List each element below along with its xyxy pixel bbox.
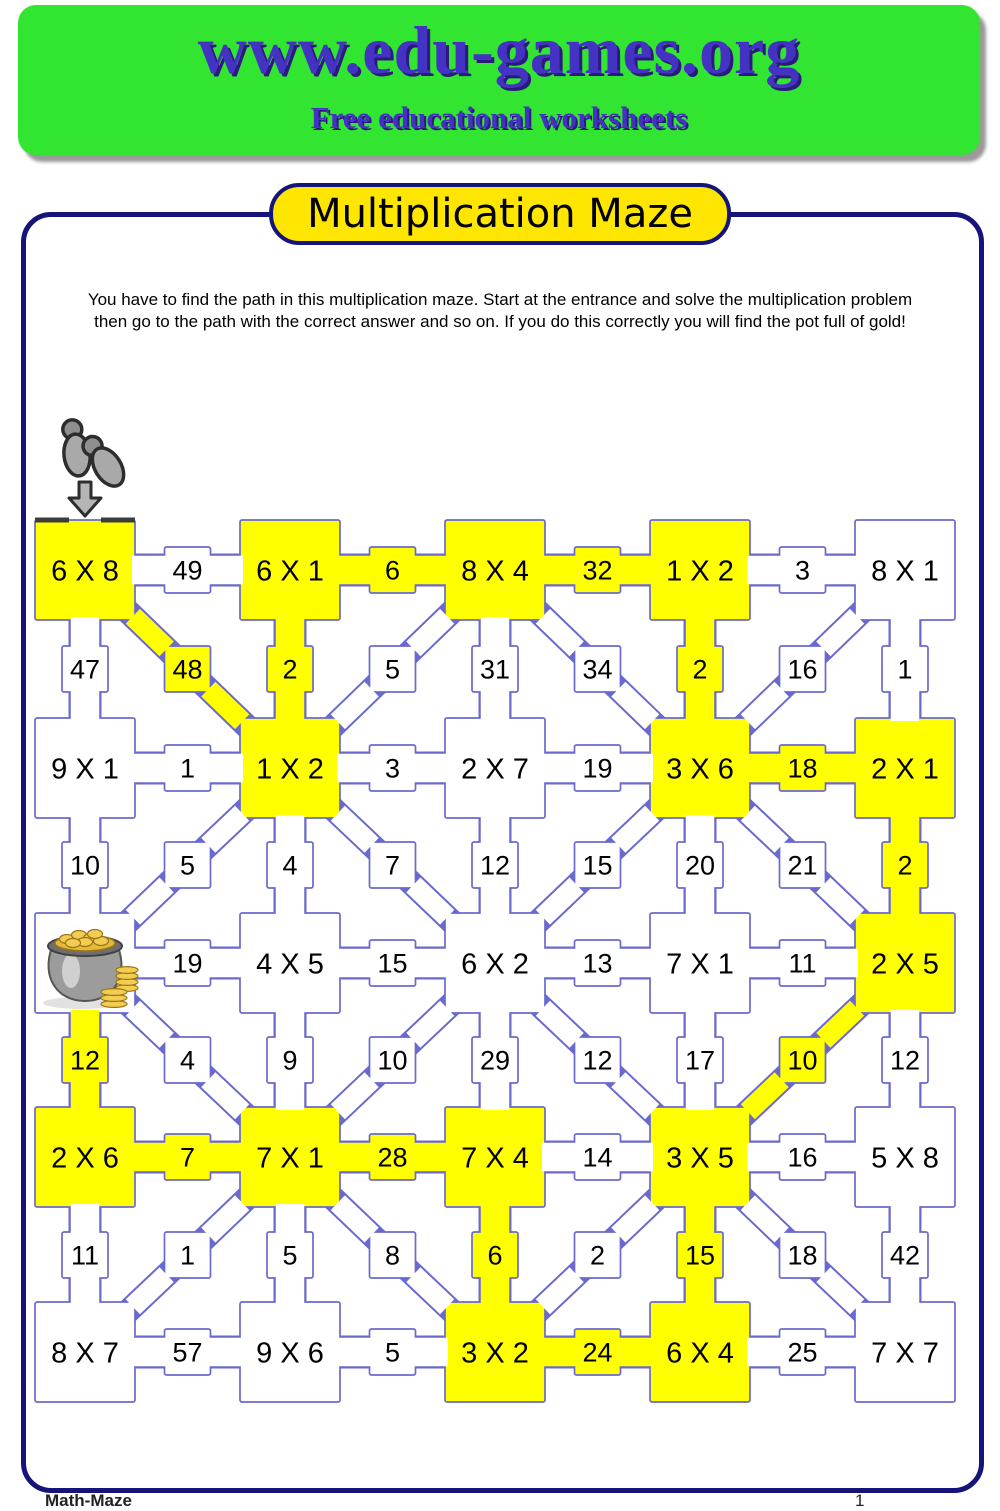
maze-value-7-7: 3 X 5 bbox=[666, 1142, 734, 1175]
maze-value-8-7: 15 bbox=[684, 1240, 716, 1271]
maze-value-7-6: 14 bbox=[582, 1142, 613, 1173]
maze-value-2-8: 16 bbox=[787, 654, 818, 685]
maze-value-4-9: 2 bbox=[897, 850, 913, 881]
maze-value-9-3: 9 X 6 bbox=[256, 1337, 324, 1370]
maze-value-2-4: 5 bbox=[384, 654, 401, 685]
instructions-line1: You have to find the path in this multiplication maze. Start at the entrance and solve the multiplication problem bbox=[87, 290, 913, 309]
maze-cell-labels bbox=[51, 555, 939, 1369]
maze-value-2-2: 48 bbox=[172, 654, 203, 685]
maze-value-8-2: 1 bbox=[179, 1240, 196, 1271]
maze-value-7-5: 7 X 4 bbox=[461, 1142, 529, 1175]
maze-value-5-4: 15 bbox=[377, 948, 408, 979]
footer-page-number: 1 bbox=[855, 1491, 865, 1510]
maze-value-9-9: 7 X 7 bbox=[871, 1337, 939, 1370]
maze-value-1-6: 32 bbox=[582, 555, 613, 586]
site-url: www.edu-games.org bbox=[197, 12, 801, 88]
maze-value-4-7: 20 bbox=[684, 850, 716, 881]
maze-value-8-8: 18 bbox=[787, 1240, 818, 1271]
maze-value-2-3: 2 bbox=[282, 654, 298, 685]
maze-value-4-1: 10 bbox=[69, 850, 101, 881]
maze-value-5-8: 11 bbox=[788, 948, 817, 979]
maze-value-6-4: 10 bbox=[377, 1045, 408, 1076]
maze-value-5-3: 4 X 5 bbox=[256, 948, 324, 981]
maze-value-9-4: 5 bbox=[384, 1337, 401, 1368]
maze-value-3-6: 19 bbox=[582, 753, 613, 784]
maze-value-5-5: 6 X 2 bbox=[461, 948, 529, 981]
maze-value-2-6: 34 bbox=[582, 654, 613, 685]
maze-value-2-9: 1 bbox=[897, 654, 913, 685]
maze-value-8-1: 11 bbox=[70, 1240, 100, 1271]
maze-value-3-4: 3 bbox=[384, 753, 401, 784]
maze-value-9-1: 8 X 7 bbox=[51, 1337, 119, 1370]
maze-value-8-3: 5 bbox=[282, 1240, 298, 1271]
footprints-icon bbox=[60, 418, 130, 491]
maze-value-8-4: 8 bbox=[384, 1240, 401, 1271]
maze-value-1-1: 6 X 8 bbox=[51, 555, 119, 588]
maze-value-1-5: 8 X 4 bbox=[461, 555, 529, 588]
maze-value-6-5: 29 bbox=[479, 1045, 511, 1076]
maze-value-6-1: 12 bbox=[69, 1045, 101, 1076]
maze-value-3-5: 2 X 7 bbox=[461, 753, 529, 786]
maze-value-3-3: 1 X 2 bbox=[256, 753, 324, 786]
maze-value-9-5: 3 X 2 bbox=[461, 1337, 529, 1370]
maze-value-4-3: 4 bbox=[282, 850, 298, 881]
maze-value-1-4: 6 bbox=[384, 555, 401, 586]
maze-value-3-8: 18 bbox=[787, 753, 818, 784]
maze-value-8-5: 6 bbox=[487, 1240, 503, 1271]
maze-value-5-9: 2 X 5 bbox=[871, 948, 939, 981]
maze-value-9-8: 25 bbox=[787, 1337, 818, 1368]
maze-value-7-8: 16 bbox=[787, 1142, 818, 1173]
maze-value-5-2: 19 bbox=[172, 948, 203, 979]
maze-value-2-5: 31 bbox=[479, 654, 511, 685]
maze-value-6-9: 12 bbox=[889, 1045, 921, 1076]
maze-value-1-3: 6 X 1 bbox=[256, 555, 324, 588]
maze-value-7-1: 2 X 6 bbox=[51, 1142, 119, 1175]
maze-value-6-7: 17 bbox=[684, 1045, 716, 1076]
maze-value-4-6: 15 bbox=[582, 850, 613, 881]
maze-value-1-2: 49 bbox=[172, 555, 203, 586]
maze-value-4-8: 21 bbox=[787, 850, 818, 881]
maze-value-3-1: 9 X 1 bbox=[51, 753, 119, 786]
footer-left-label: Math-Maze bbox=[45, 1491, 132, 1510]
maze-value-6-2: 4 bbox=[179, 1045, 196, 1076]
maze-value-2-1: 47 bbox=[69, 654, 101, 685]
down-arrow-icon bbox=[69, 482, 101, 516]
maze-value-3-7: 3 X 6 bbox=[666, 753, 734, 786]
maze-value-7-3: 7 X 1 bbox=[256, 1142, 324, 1175]
maze-value-1-8: 3 bbox=[794, 555, 811, 586]
maze-value-8-6: 2 bbox=[589, 1240, 606, 1271]
maze-value-4-4: 7 bbox=[384, 850, 401, 881]
worksheet-title: Multiplication Maze bbox=[269, 183, 731, 245]
maze-value-6-8: 10 bbox=[787, 1045, 818, 1076]
maze-value-7-2: 7 bbox=[179, 1142, 196, 1173]
maze-value-1-9: 8 X 1 bbox=[871, 555, 939, 588]
maze-value-3-9: 2 X 1 bbox=[871, 753, 939, 786]
maze-value-9-7: 6 X 4 bbox=[666, 1337, 734, 1370]
maze-value-1-7: 1 X 2 bbox=[666, 555, 734, 588]
maze-value-7-4: 28 bbox=[377, 1142, 408, 1173]
maze-value-5-7: 7 X 1 bbox=[666, 948, 734, 981]
maze-value-2-7: 2 bbox=[692, 654, 708, 685]
instructions-line2: then go to the path with the correct answer and so on. If you do this correctly you will find the pot full of gold! bbox=[94, 312, 906, 331]
site-tagline: Free educational worksheets bbox=[310, 100, 688, 135]
maze-value-6-6: 12 bbox=[582, 1045, 613, 1076]
maze-value-8-9: 42 bbox=[889, 1240, 921, 1271]
maze-value-4-2: 5 bbox=[179, 850, 196, 881]
maze-value-9-2: 57 bbox=[172, 1337, 203, 1368]
maze-value-7-9: 5 X 8 bbox=[871, 1142, 939, 1175]
maze-value-6-3: 9 bbox=[282, 1045, 298, 1076]
maze-value-3-2: 1 bbox=[179, 753, 196, 784]
maze-value-9-6: 24 bbox=[582, 1337, 613, 1368]
maze-value-4-5: 12 bbox=[479, 850, 511, 881]
maze-value-5-6: 13 bbox=[582, 948, 613, 979]
